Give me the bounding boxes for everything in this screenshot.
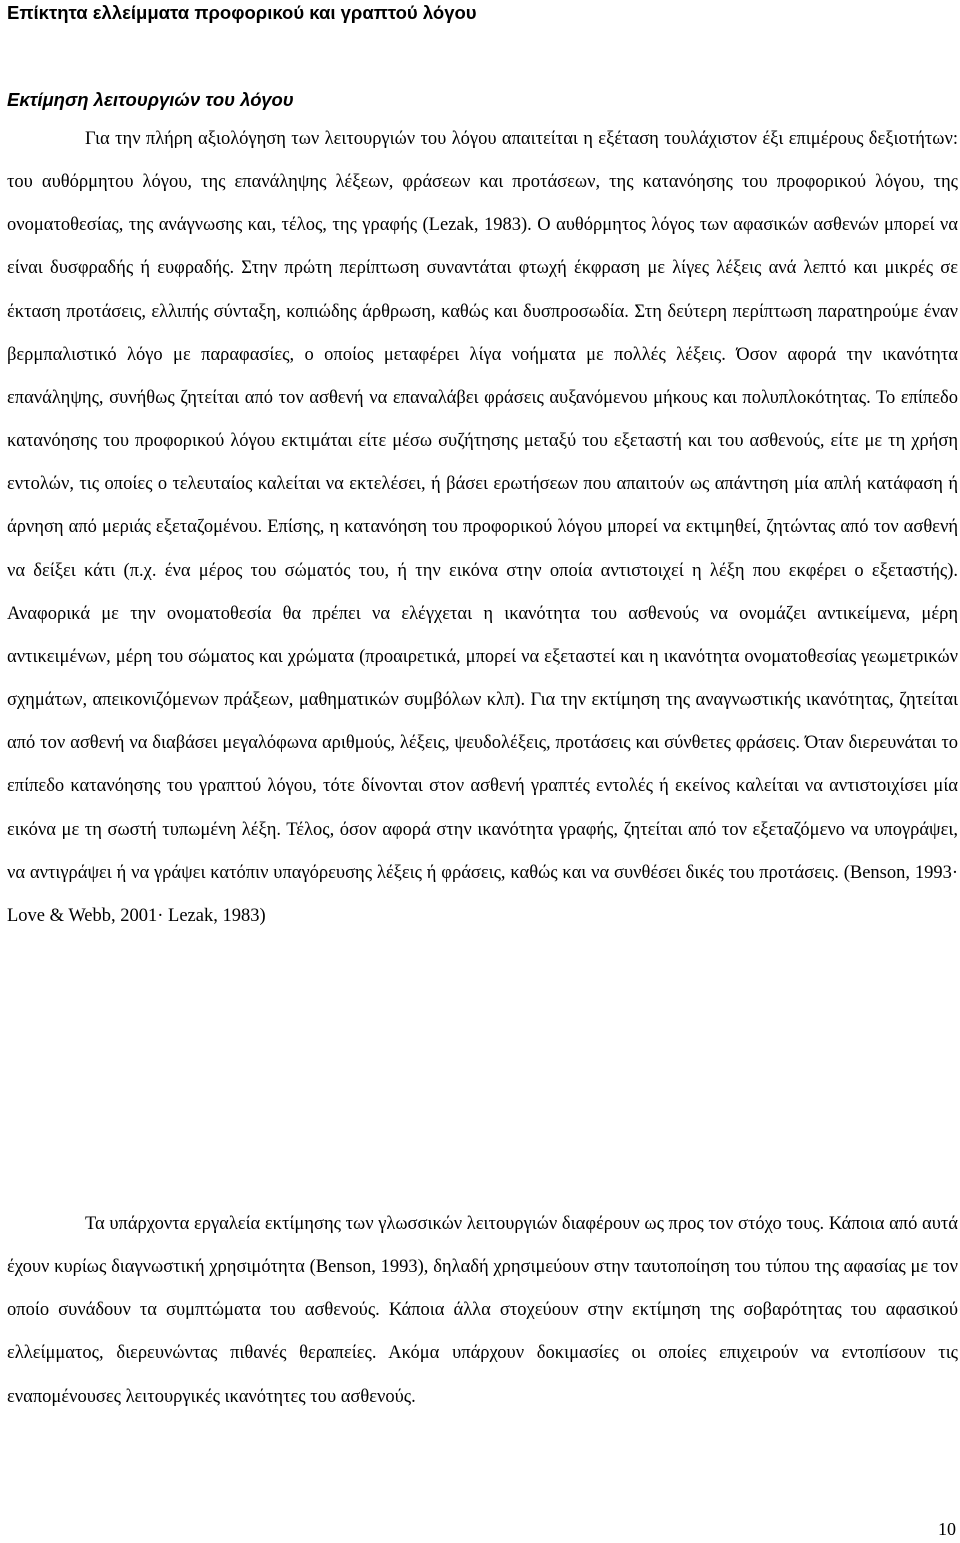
body-paragraph: Τα υπάρχοντα εργαλεία εκτίμησης των γλωσσικών λειτουργιών διαφέρουν ως προς τον στόχο τους. Κάποια από αυτά έχουν κυρίως διαγνωστική χρησιμότητα (Benson, 1993), δηλαδή χρησιμεύουν στην ταυτοποίηση του τύπου της αφασίας με τον οποίο συνάδουν τα συμπτώματα του ασθενούς. Κάποια άλλα στοχεύουν στην εκτίμηση της σοβαρότητας του αφασικού ελλείμματος, διερευνώντας πιθανές θεραπείες. Ακόμα υπάρχουν δοκιμασίες οι οποίες επιχειρούν να εντοπίσουν τις εναπομένουσες λειτουργικές ικανότητες του ασθενούς. xyxy=(7,1214,958,1407)
body-paragraph: Για την πλήρη αξιολόγηση των λειτουργιών του λόγου απαιτείται η εξέταση τουλάχιστον έξι επιμέρους δεξιοτήτων: του αυθόρμητου λόγου, της επανάληψης λέξεων, φράσεων και προτάσεων, της κατανόησης του προφορικού λόγου, της ονοματοθεσίας, της ανάγνωσης και, τέλος, της γραφής (Lezak, 1983). Ο αυθόρμητος λόγος των αφασικών ασθενών μπορεί να είναι δυσφραδής ή ευφραδής. Στην πρώτη περίπτωση συναντάται φτωχή έκφραση με λίγες λέξεις ανά λεπτό και μικρές σε έκταση προτάσεις, ελλιπής σύνταξη, κοπιώδης άρθρωση, καθώς και δυσπροσωδία. Στη δεύτερη περίπτωση παρατηρούμε έναν βερμπαλιστικό λόγο με παραφασίες, ο οποίος μεταφέρει λίγα νοήματα με πολλές λέξεις. Όσον αφορά την ικανότητα επανάληψης, συνήθως ζητείται από τον ασθενή να επαναλάβει φράσεις αυξανόμενου μήκους και πολυπλοκότητας. Το επίπεδο κατανόησης του προφορικού λόγου εκτιμάται είτε μέσω συζήτησης μεταξύ του εξεταστή και του ασθενούς, είτε με τη χρήση εντολών, τις οποίες ο τελευταίος καλείται να εκτελέσει, ή βάσει ερωτήσεων που απαιτούν ως απάντηση μία απλή κατάφαση ή άρνηση από μεριάς εξεταζομένου. Επίσης, η κατανόηση του προφορικού λόγου μπορεί να εκτιμηθεί, ζητώντας από τον ασθενή να δείξει κάτι (π.χ. ένα μέρος του σώματός του, ή την εικόνα στην οποία αντιστοιχεί η λέξη που εκφέρει ο εξεταστής). Αναφορικά με την ονοματοθεσία θα πρέπει να ελέγχεται η ικανότητα του ασθενούς να ονομάζει αντικείμενα, μέρη αντικειμένων, μέρη του σώματος και χρώματα (προαιρετικά, μπορεί να εξεταστεί και η ικανότητα ονοματοθεσίας γεωμετρικών σχημάτων, απεικονιζόμενων πράξεων, μαθηματικών συμβόλων κλπ). Για την εκτίμηση της αναγνωστικής ικανότητας, ζητείται από τον ασθενή να διαβάσει μεγαλόφωνα αριθμούς, λέξεις, ψευδολέξεις, προτάσεις και σύνθετες φράσεις. Όταν διερευνάται το επίπεδο κατανόησης του γραπτού λόγου, τότε δίνονται στον ασθενή γραπτές εντολές ή εκείνος καλείται να αντιστοιχίσει μία εικόνα με τη σωστή τυπωμένη λέξη. Τέλος, όσον αφορά στην ικανότητα γραφής, ζητείται από τον εξεταζόμενο να υπογράψει, να αντιγράψει ή να γράψει κατόπιν υπαγόρευσης λέξεις ή φράσεις, καθώς και να συνθέσει δικές του προτάσεις. (Benson, 1993· Love & Webb, 2001· Lezak, 1983) xyxy=(7,129,958,926)
page-number: 10 xyxy=(938,1519,956,1539)
section-heading: Επίκτητα ελλείμματα προφορικού και γραπτού λόγου xyxy=(7,2,477,23)
subsection-heading: Εκτίμηση λειτουργιών του λόγου xyxy=(7,89,294,110)
